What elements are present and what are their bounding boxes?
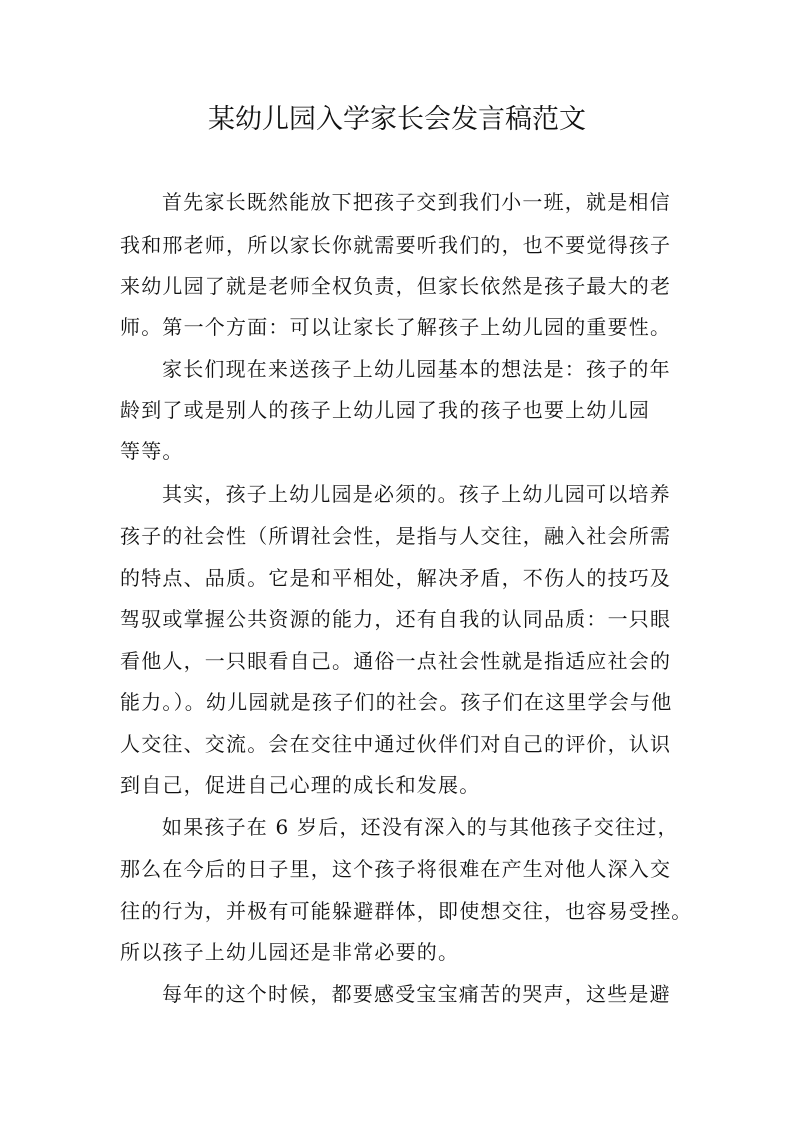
paragraph-line: 如果孩子在 6 岁后，还没有深入的与其他孩子交往过， <box>162 815 679 839</box>
paragraph-line: 驾驭或掌握公共资源的能力，还有自我的认同品质：一只眼 <box>120 607 672 631</box>
paragraph-line: 师。第一个方面：可以让家长了解孩子上幼儿园的重要性。 <box>120 315 672 339</box>
paragraph-line: 看他人，一只眼看自己。通俗一点社会性就是指适应社会的 <box>120 649 672 673</box>
paragraph-line: 其实，孩子上幼儿园是必须的。孩子上幼儿园可以培养 <box>162 482 671 506</box>
paragraph-line: 来幼儿园了就是老师全权负责，但家长依然是孩子最大的老 <box>120 274 672 298</box>
paragraph-line: 我和邢老师，所以家长你就需要听我们的，也不要觉得孩子 <box>120 233 672 257</box>
paragraph-line: 到自己，促进自己心理的成长和发展。 <box>120 773 481 797</box>
paragraph-line: 孩子的社会性（所谓社会性，是指与人交往，融入社会所需 <box>120 524 672 548</box>
paragraph-line: 家长们现在来送孩子上幼儿园基本的想法是：孩子的年 <box>162 357 671 381</box>
paragraph-line: 往的行为，并极有可能躲避群体，即使想交往，也容易受挫。 <box>120 899 693 923</box>
paragraph-line: 所以孩子上幼儿园还是非常必要的。 <box>120 940 460 964</box>
document-title: 某幼儿园入学家长会发言稿范文 <box>208 104 586 135</box>
paragraph-line: 首先家长既然能放下把孩子交到我们小一班，就是相信 <box>162 190 671 214</box>
paragraph-line: 龄到了或是别人的孩子上幼儿园了我的孩子也要上幼儿园 <box>120 398 650 422</box>
paragraph-line: 等等。 <box>120 439 184 463</box>
paragraph-line: 的特点、品质。它是和平相处，解决矛盾，不伤人的技巧及 <box>120 566 672 590</box>
paragraph-line: 人交往、交流。会在交往中通过伙伴们对自己的评价，认识 <box>120 732 672 756</box>
paragraph-line: 能力。）。幼儿园就是孩子们的社会。孩子们在这里学会与他 <box>120 690 673 714</box>
paragraph-line: 每年的这个时候，都要感受宝宝痛苦的哭声，这些是避 <box>162 982 671 1006</box>
paragraph-line: 那么在今后的日子里，这个孩子将很难在产生对他人深入交 <box>120 857 672 881</box>
